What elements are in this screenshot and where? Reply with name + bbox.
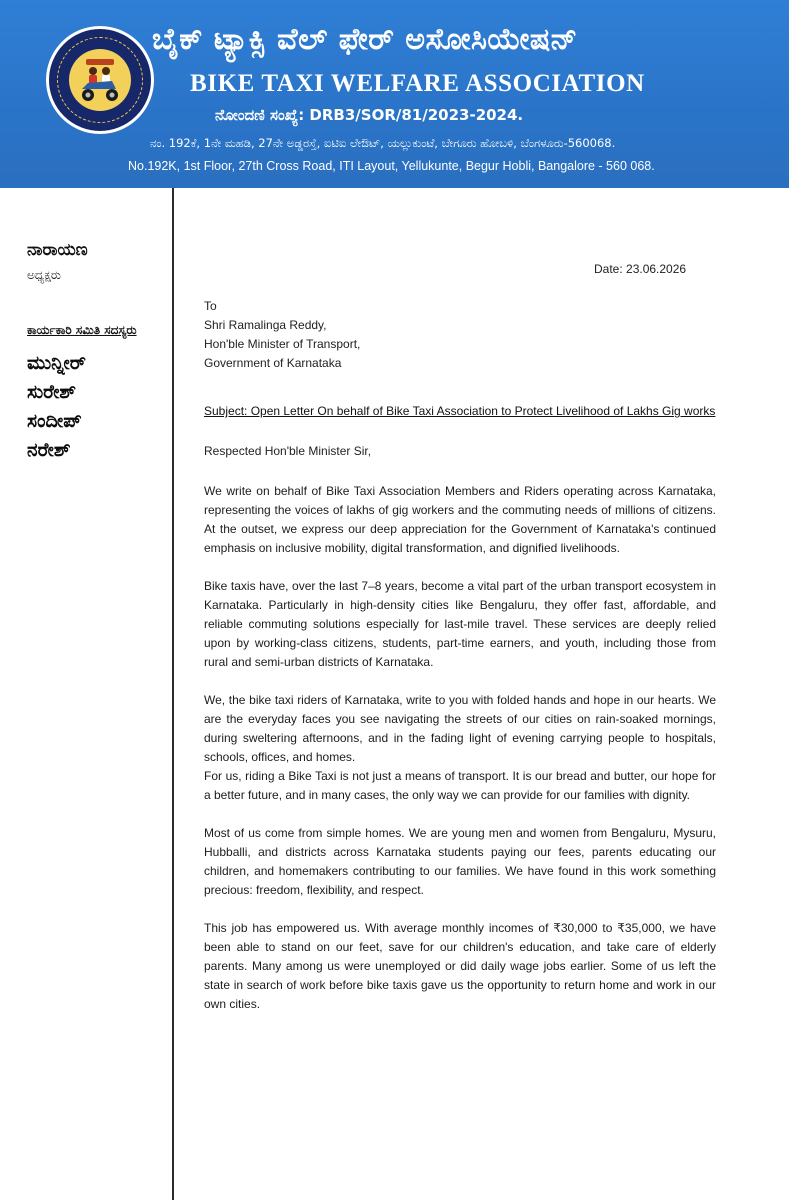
recipient-organization: Government of Karnataka xyxy=(204,356,342,370)
president-role: ಅಧ್ಯಕ್ಷರು xyxy=(27,268,61,282)
body-paragraph: For us, riding a Bike Taxi is not just a means of transport. It is our bread and butter, our hope for a better future, and in many cases, the only way we can provide for our families with dignity. xyxy=(204,769,716,802)
logo-center xyxy=(69,49,131,111)
body-paragraph: Most of us come from simple homes. We are young men and women from Bengaluru, Mysuru, Hubballi, and districts across Karnataka students paying our fees, parents educating our children, and homemakers contributing to our families. We have found in this work something precious: freedom, flexibility, and respect. xyxy=(204,826,716,897)
letterhead-banner xyxy=(0,0,789,188)
association-title-english: BIKE TAXI WELFARE ASSOCIATION xyxy=(190,70,645,97)
letter-body xyxy=(204,482,716,1014)
address-to: To xyxy=(204,299,217,313)
letter-salutation: Respected Hon'ble Minister Sir, xyxy=(204,444,372,458)
president-name: ನಾರಾಯಣ xyxy=(27,240,88,260)
letter-subject: Subject: Open Letter On behalf of Bike Taxi Association to Protect Livelihood of Lakhs Gig works xyxy=(204,404,716,418)
body-paragraph: Bike taxis have, over the last 7–8 years, become a vital part of the urban transport ecosystem in Karnataka. Particularly in high-density cities like Bengaluru, they offer fast, affordable, and reliable commuting solutions especially for last-mile travel. These services are deeply relied upon by working-class citizens, students, part-time earners, and youth, including those from rural and semi-urban districts of Karnataka. xyxy=(204,579,716,669)
sidebar-divider xyxy=(172,188,174,1200)
recipient-name: Shri Ramalinga Reddy, xyxy=(204,318,327,332)
address-kannada: ನಂ. 192ಕೆ, 1ನೇ ಮಹಡಿ, 27ನೇ ಅಡ್ಡರಸ್ತೆ, ಐಟಿಐ ಲೇಔಟ್, ಯಲ್ಲುಕುಂಟೆ, ಬೇಗೂರು ಹೋಬಳಿ, ಬೆಂಗಳೂರು-560068. xyxy=(150,136,616,150)
body-paragraph: This job has empowered us. With average monthly incomes of ₹30,000 to ₹35,000, we have been able to stand on our feet, save for our children's education, and take care of elderly parents. Many among us were unemployed or did daily wage jobs earlier. Some of us left the state in search of work before bike taxis gave us the opportunity to return home and work in our own cities. xyxy=(204,921,716,1011)
committee-heading: ಕಾರ್ಯಕಾರಿ ಸಮಿತಿ ಸದಸ್ಯರು xyxy=(27,323,137,337)
committee-member: ಮುನ್ನೀರ್ xyxy=(27,352,86,374)
recipient-title: Hon'ble Minister of Transport, xyxy=(204,337,361,351)
committee-member: ಸುರೇಶ್ xyxy=(27,381,76,403)
scooter-icon xyxy=(76,57,124,103)
body-paragraph: We write on behalf of Bike Taxi Association Members and Riders operating across Karnataka, representing the voices of lakhs of gig workers and the commuting needs of millions of citizens. At the outset, we express our deep appreciation for the Government of Karnataka's continued emphasis on inclusive mobility, digital transformation, and dignified livelihoods. xyxy=(204,484,716,555)
address-english: No.192K, 1st Floor, 27th Cross Road, ITI Layout, Yellukunte, Begur Hobli, Bangalore - 560 068. xyxy=(128,159,655,173)
committee-member: ನರೇಶ್ xyxy=(27,439,71,461)
body-paragraph: We, the bike taxi riders of Karnataka, write to you with folded hands and hope in our hearts. We are the everyday faces you see navigating the streets of our cities on rain-soaked mornings, during sweltering afternoons, and in the fading light of evening carrying people to hospitals, schools, offices, and homes. xyxy=(204,693,716,764)
letter-date: Date: 23.06.2026 xyxy=(594,262,687,276)
recipient-address xyxy=(204,297,360,373)
association-logo xyxy=(46,26,154,134)
committee-member: ಸಂದೀಪ್ xyxy=(27,410,82,432)
committee-member-list xyxy=(27,349,86,465)
registration-number: ನೋಂದಣಿ ಸಂಖ್ಯೆ: DRB3/SOR/81/2023-2024. xyxy=(215,106,524,124)
association-title-kannada: ಬೈಕ್ ಟ್ಯಾಕ್ಸಿ ವೆಲ್ ಫೇರ್ ಅಸೋಸಿಯೇಷನ್ xyxy=(152,22,578,57)
